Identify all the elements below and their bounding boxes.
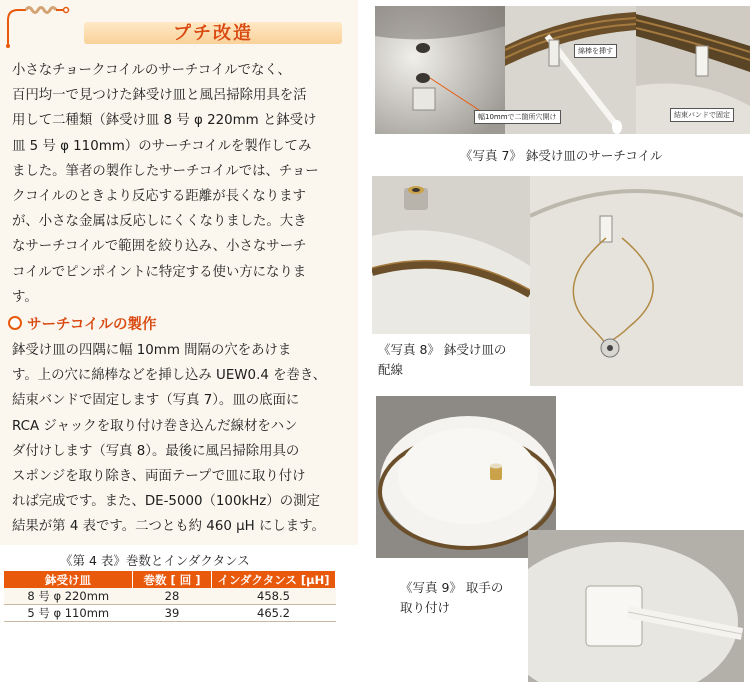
table-row (4, 588, 336, 605)
section-heading-text: サーチコイルの製作 (27, 317, 157, 333)
bullet-circle-icon (8, 316, 22, 330)
header-turns: 巻数 [ 回 ] (133, 571, 212, 588)
text-line: 用して二種類（鉢受け皿 8 号 φ 220mm と鉢受け (12, 113, 317, 129)
coil-decoration-icon (4, 6, 72, 48)
header-plate: 鉢受け皿 (4, 571, 133, 588)
intro-paragraph (12, 58, 319, 310)
table-cell: 8 号 φ 220mm (4, 588, 133, 605)
text-line: れば完成です。また、DE-5000（100kHz）の測定 (12, 494, 320, 510)
text-line: す。 (12, 289, 38, 305)
table-cell: 39 (133, 605, 212, 622)
text-line: 鉢受け皿の四隅に幅 10mm 間隔の穴をあけま (12, 343, 292, 358)
text-line: クコイルのときより反応する距離が長くなります (12, 188, 306, 204)
caption-line: 取り付け (400, 600, 451, 615)
text-line: 百円均一で見つけた鉢受け皿と風呂掃除用具を活 (12, 88, 307, 104)
header-inductance: インダクタンス [μH] (212, 571, 336, 588)
article-title: プチ改造 (173, 23, 253, 44)
text-line: 皿 5 号 φ 110mm）のサーチコイルを製作してみ (12, 138, 312, 154)
build-paragraph (12, 338, 326, 540)
label-tie: 結束バンドで固定 (670, 108, 734, 122)
caption-line: 《写真 9》 取手の (400, 580, 504, 595)
table-cell: 465.2 (212, 605, 336, 622)
text-line: 結果が第 4 表です。二つとも約 460 μH にします。 (12, 519, 325, 535)
table-caption: 《第 4 表》巻数とインダクタンス (60, 553, 250, 568)
text-line: 結束バンドで固定します（写真 7）。皿の底面に (12, 393, 300, 409)
photo9-handle (528, 530, 744, 682)
table-header-row (4, 571, 336, 588)
label-holes: 幅10mmで二箇所穴開け (474, 110, 561, 124)
table-row (4, 605, 336, 622)
photo8-jack (372, 176, 530, 334)
section-heading (8, 313, 156, 334)
text-line: ダ付けします（写真 8）。最後に風呂掃除用具の (12, 443, 300, 459)
table-cell: 5 号 φ 110mm (4, 605, 133, 622)
caption-line: 配線 (378, 362, 404, 377)
caption-line: 《写真 8》 鉢受け皿の (378, 342, 507, 357)
text-line: スポンジを取り除き、両面テープで皿に取り付け (12, 468, 306, 484)
text-line: が、小さな金属は反応しにくくなりました。大き (12, 214, 307, 230)
text-line: す。上の穴に綿棒などを挿し込み UEW0.4 を巻き、 (12, 368, 327, 384)
inductance-table (4, 571, 336, 622)
label-swab: 綿棒を挿す (574, 44, 617, 58)
text-line: なサーチコイルで範囲を絞り込み、小さなサーチ (12, 239, 307, 255)
photo7-caption: 《写真 7》 鉢受け皿のサーチコイル (460, 148, 663, 163)
table-cell: 458.5 (212, 588, 336, 605)
text-line: 小さなチョークコイルのサーチコイルでなく、 (12, 63, 291, 78)
text-line: ました。筆者の製作したサーチコイルでは、チョー (12, 163, 319, 179)
text-line: RCA ジャックを取り付け巻き込んだ線材をハン (12, 418, 298, 434)
photo8-caption (378, 340, 506, 380)
photo8-wiring (530, 176, 743, 386)
table-cell: 28 (133, 588, 212, 605)
photo9-caption (400, 578, 503, 618)
text-line: コイルでピンポイントに特定する使い方になりま (12, 264, 307, 280)
